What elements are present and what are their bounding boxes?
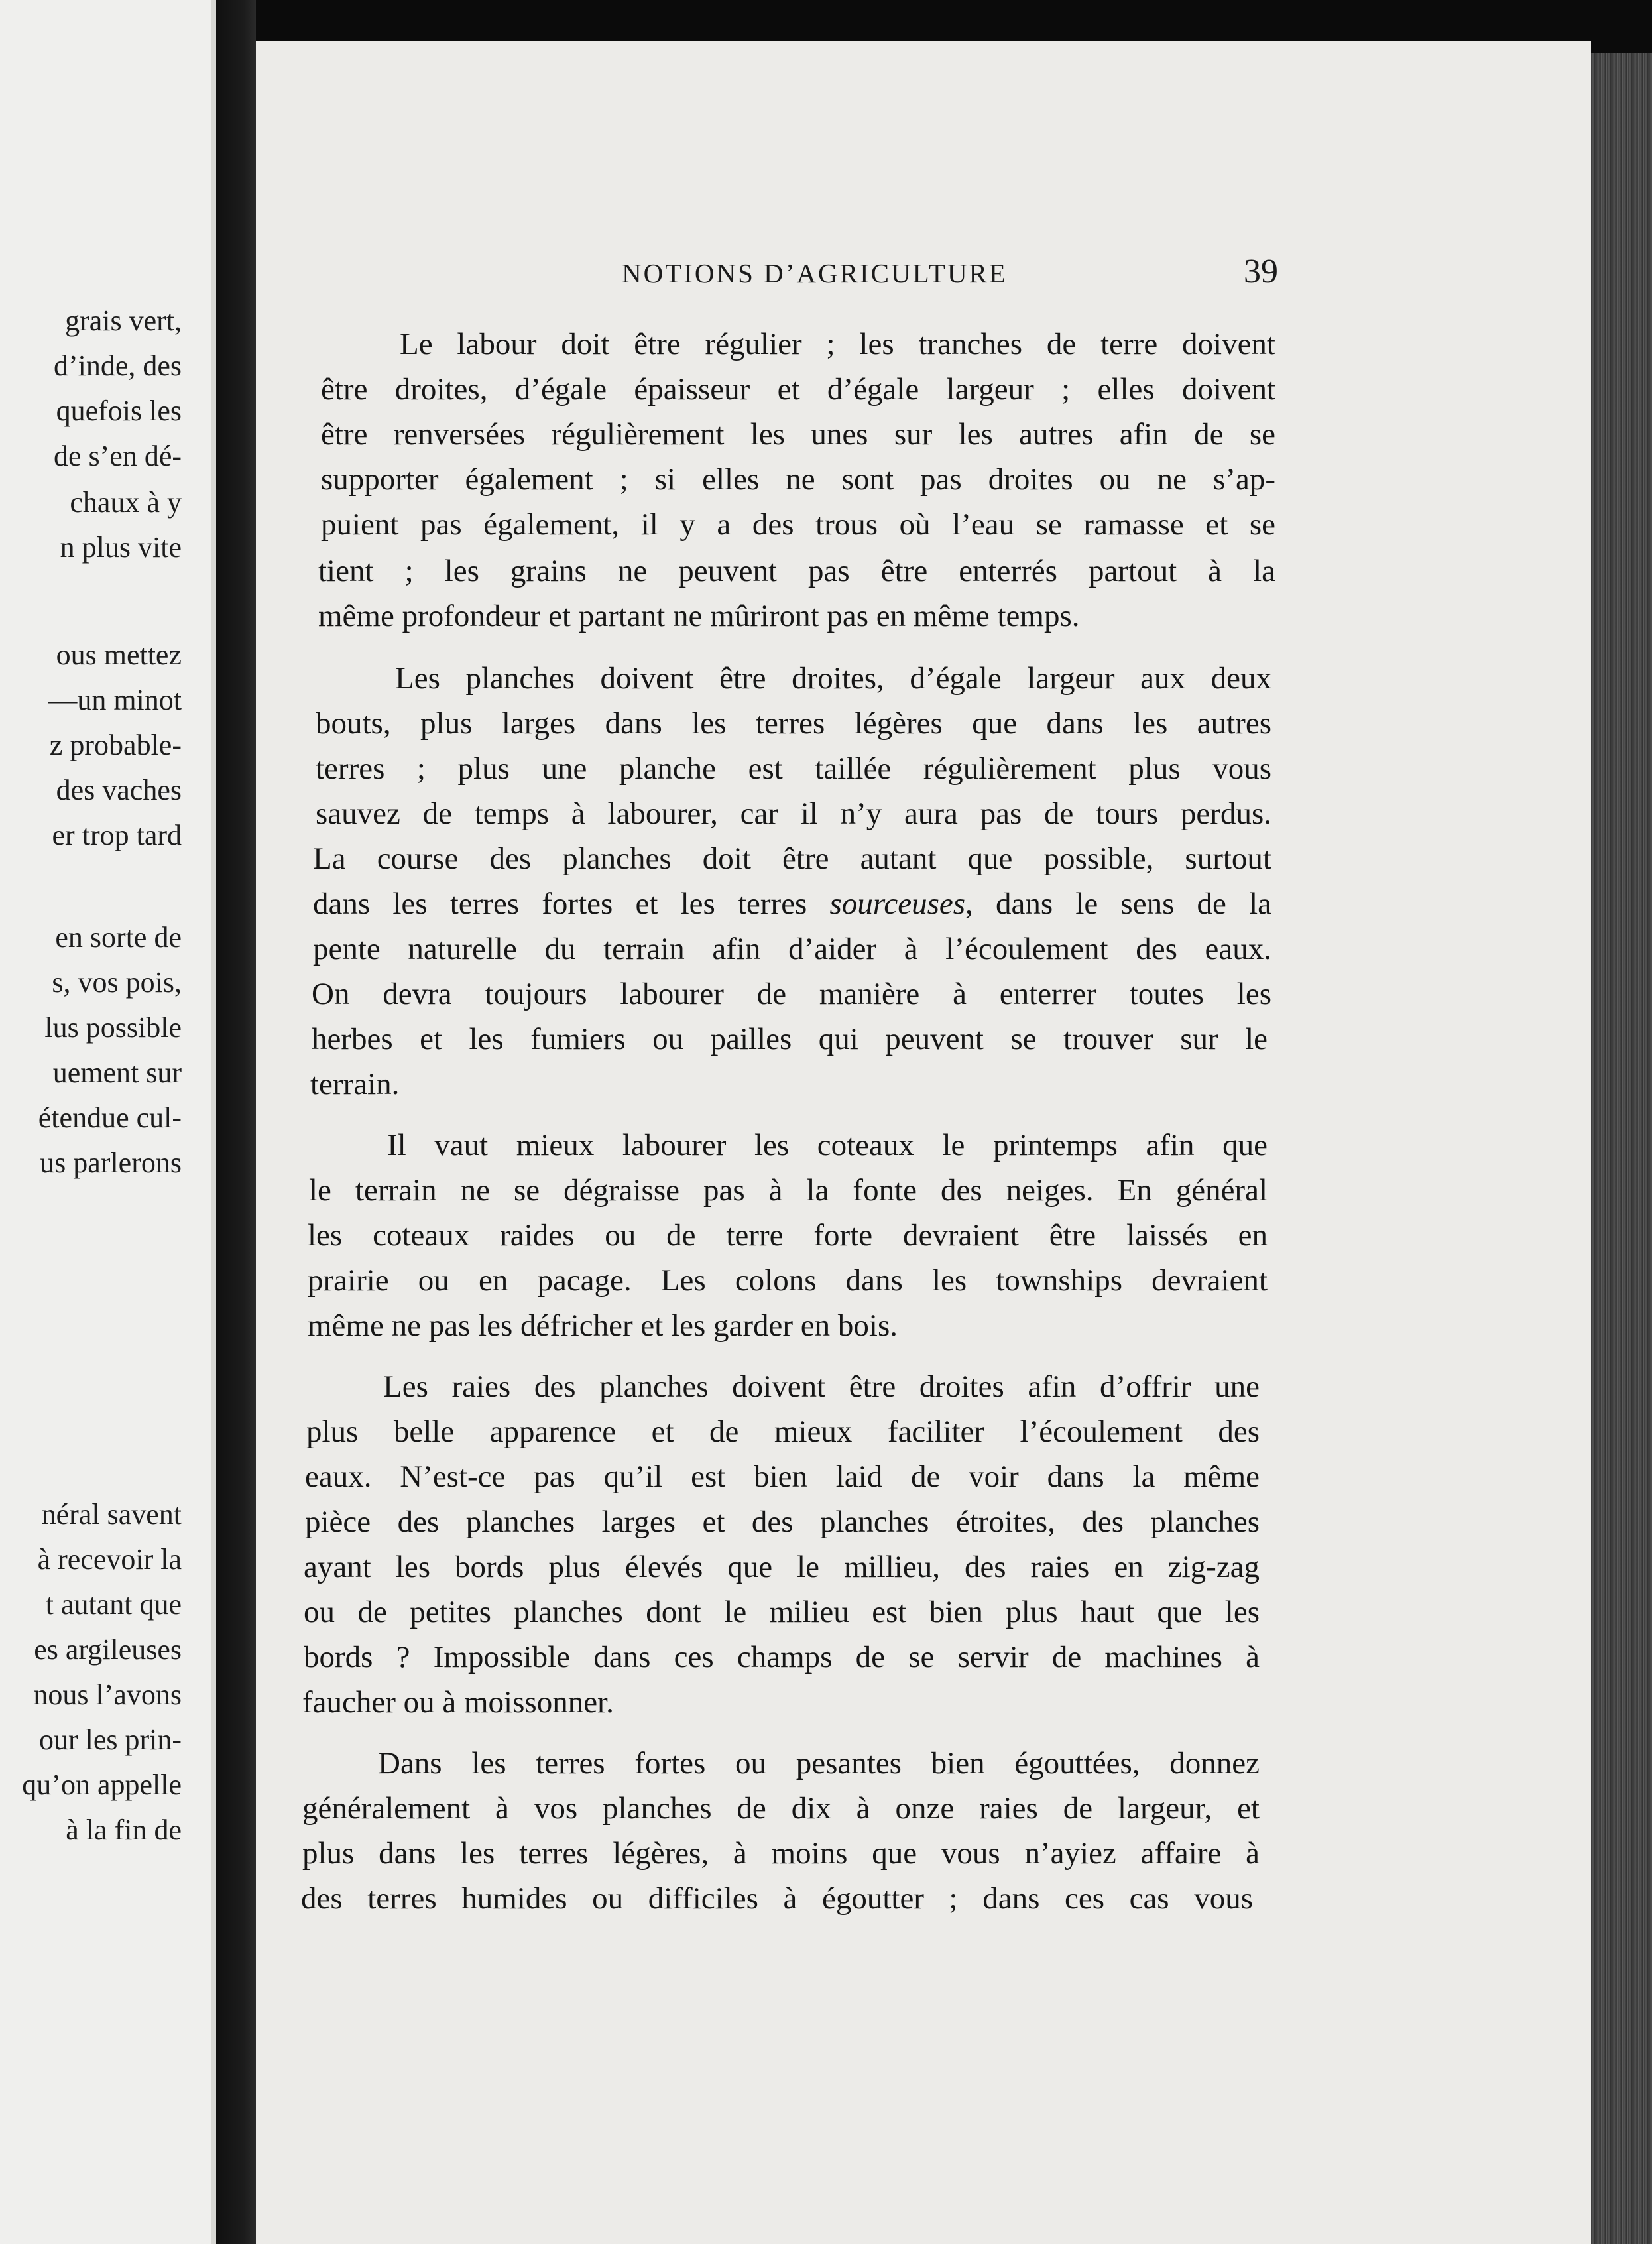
left-page-line: en sorte de (55, 921, 182, 954)
left-page-line: d’inde, des (53, 349, 182, 382)
body-line: généralement à vos planches de dix à onze raies de largeur, et (302, 1791, 1260, 1826)
body-line: le terrain ne se dégraisse pas à la fonte des neiges. En général (309, 1173, 1268, 1208)
left-page-fragment (0, 0, 211, 2244)
left-page-line: z probable- (49, 729, 182, 761)
body-line: être renversées régulièrement les unes sur les autres afin de se (321, 417, 1275, 452)
body-line: les coteaux raides ou de terre forte devraient être laissés en (308, 1218, 1268, 1253)
left-page-line: des vaches (56, 774, 182, 806)
left-page-line: de s’en dé- (53, 440, 182, 472)
body-line: bouts, plus larges dans les terres légères que dans les autres (316, 706, 1271, 741)
body-line: Dans les terres fortes ou pesantes bien égouttées, donnez (378, 1746, 1260, 1780)
left-page-line: t autant que (45, 1588, 182, 1621)
body-line: sauvez de temps à labourer, car il n’y aura pas de tours perdus. (316, 796, 1271, 831)
emphasized-term: sourceuses (829, 887, 966, 921)
left-page-line: quefois les (56, 395, 182, 427)
body-line: eaux. N’est-ce pas qu’il est bien laid de voir dans la même (305, 1460, 1260, 1494)
body-line: des terres humides ou difficiles à égoutter ; dans ces cas vous (301, 1881, 1253, 1916)
left-page-line: néral savent (41, 1498, 182, 1530)
left-page-line: à la fin de (66, 1814, 182, 1846)
left-page-line: nous l’avons (33, 1678, 182, 1711)
left-page-line: uement sur (52, 1056, 182, 1089)
left-page-line: chaux à y (70, 486, 182, 519)
body-line: herbes et les fumiers ou pailles qui peuvent se trouver sur le (312, 1022, 1268, 1056)
body-line: ayant les bords plus élevés que le millieu, des raies en zig-zag (304, 1550, 1260, 1584)
left-page-line: es argileuses (34, 1633, 182, 1666)
body-line: On devra toujours labourer de manière à enterrer toutes les (312, 977, 1271, 1011)
body-line: dans les terres fortes et les terres sourceuses, dans le sens de la (313, 887, 1272, 921)
body-line: puient pas également, il y a des trous où l’eau se ramasse et se (321, 507, 1275, 542)
left-page-line: grais vert, (65, 304, 182, 337)
left-page-line: qu’on appelle (22, 1769, 182, 1801)
body-line: faucher ou à moissonner. (302, 1685, 614, 1719)
left-page-line: étendue cul- (38, 1101, 182, 1134)
body-line: Le labour doit être régulier ; les tranches de terre doivent (400, 327, 1275, 361)
left-page-line: our les prin- (38, 1723, 182, 1756)
body-line: pièce des planches larges et des planches étroites, des planches (305, 1505, 1260, 1539)
page-edge-stack (1591, 53, 1652, 2244)
body-line: supporter également ; si elles ne sont pas droites ou ne s’ap- (321, 462, 1275, 497)
left-page-line: n plus vite (60, 531, 182, 564)
body-line: pente naturelle du terrain afin d’aider à l’écoulement des eaux. (313, 932, 1271, 966)
left-page-line: lus possible (44, 1011, 182, 1044)
gutter (211, 0, 216, 2244)
running-header: NOTIONS D’AGRICULTURE (622, 258, 1008, 288)
body-line: même profondeur et partant ne mûriront pas en même temps. (318, 599, 1080, 633)
left-page-line: er trop tard (52, 819, 182, 851)
body-line: bords ? Impossible dans ces champs de se servir de machines à (304, 1640, 1260, 1674)
body-line: Il vaut mieux labourer les coteaux le printemps afin que (387, 1128, 1268, 1162)
body-line: La course des planches doit être autant que possible, surtout (313, 842, 1271, 876)
page-number: 39 (1244, 253, 1278, 290)
body-line: ou de petites planches dont le milieu est bien plus haut que les (304, 1595, 1260, 1629)
book-spine (216, 0, 256, 2244)
left-page-line: s, vos pois, (52, 966, 182, 999)
body-line: terrain. (310, 1067, 400, 1101)
body-line: Les raies des planches doivent être droites afin d’offrir une (383, 1369, 1260, 1404)
body-line: Les planches doivent être droites, d’égale largeur aux deux (395, 661, 1271, 696)
left-page-line: —un minot (48, 684, 182, 716)
body-line: terres ; plus une planche est taillée régulièrement plus vous (316, 751, 1271, 786)
body-line: prairie ou en pacage. Les colons dans les townships devraient (308, 1263, 1268, 1298)
left-page-line: ous mettez (56, 639, 182, 671)
body-line: plus belle apparence et de mieux faciliter l’écoulement des (306, 1414, 1260, 1449)
left-page-line: us parlerons (40, 1147, 182, 1179)
body-line: plus dans les terres légères, à moins que vous n’ayiez affaire à (302, 1836, 1260, 1871)
body-line: même ne pas les défricher et les garder en bois. (308, 1308, 898, 1343)
body-line: tient ; les grains ne peuvent pas être enterrés partout à la (318, 554, 1275, 588)
body-line: être droites, d’égale épaisseur et d’égale largeur ; elles doivent (321, 372, 1275, 406)
left-page-line: à recevoir la (37, 1543, 182, 1576)
